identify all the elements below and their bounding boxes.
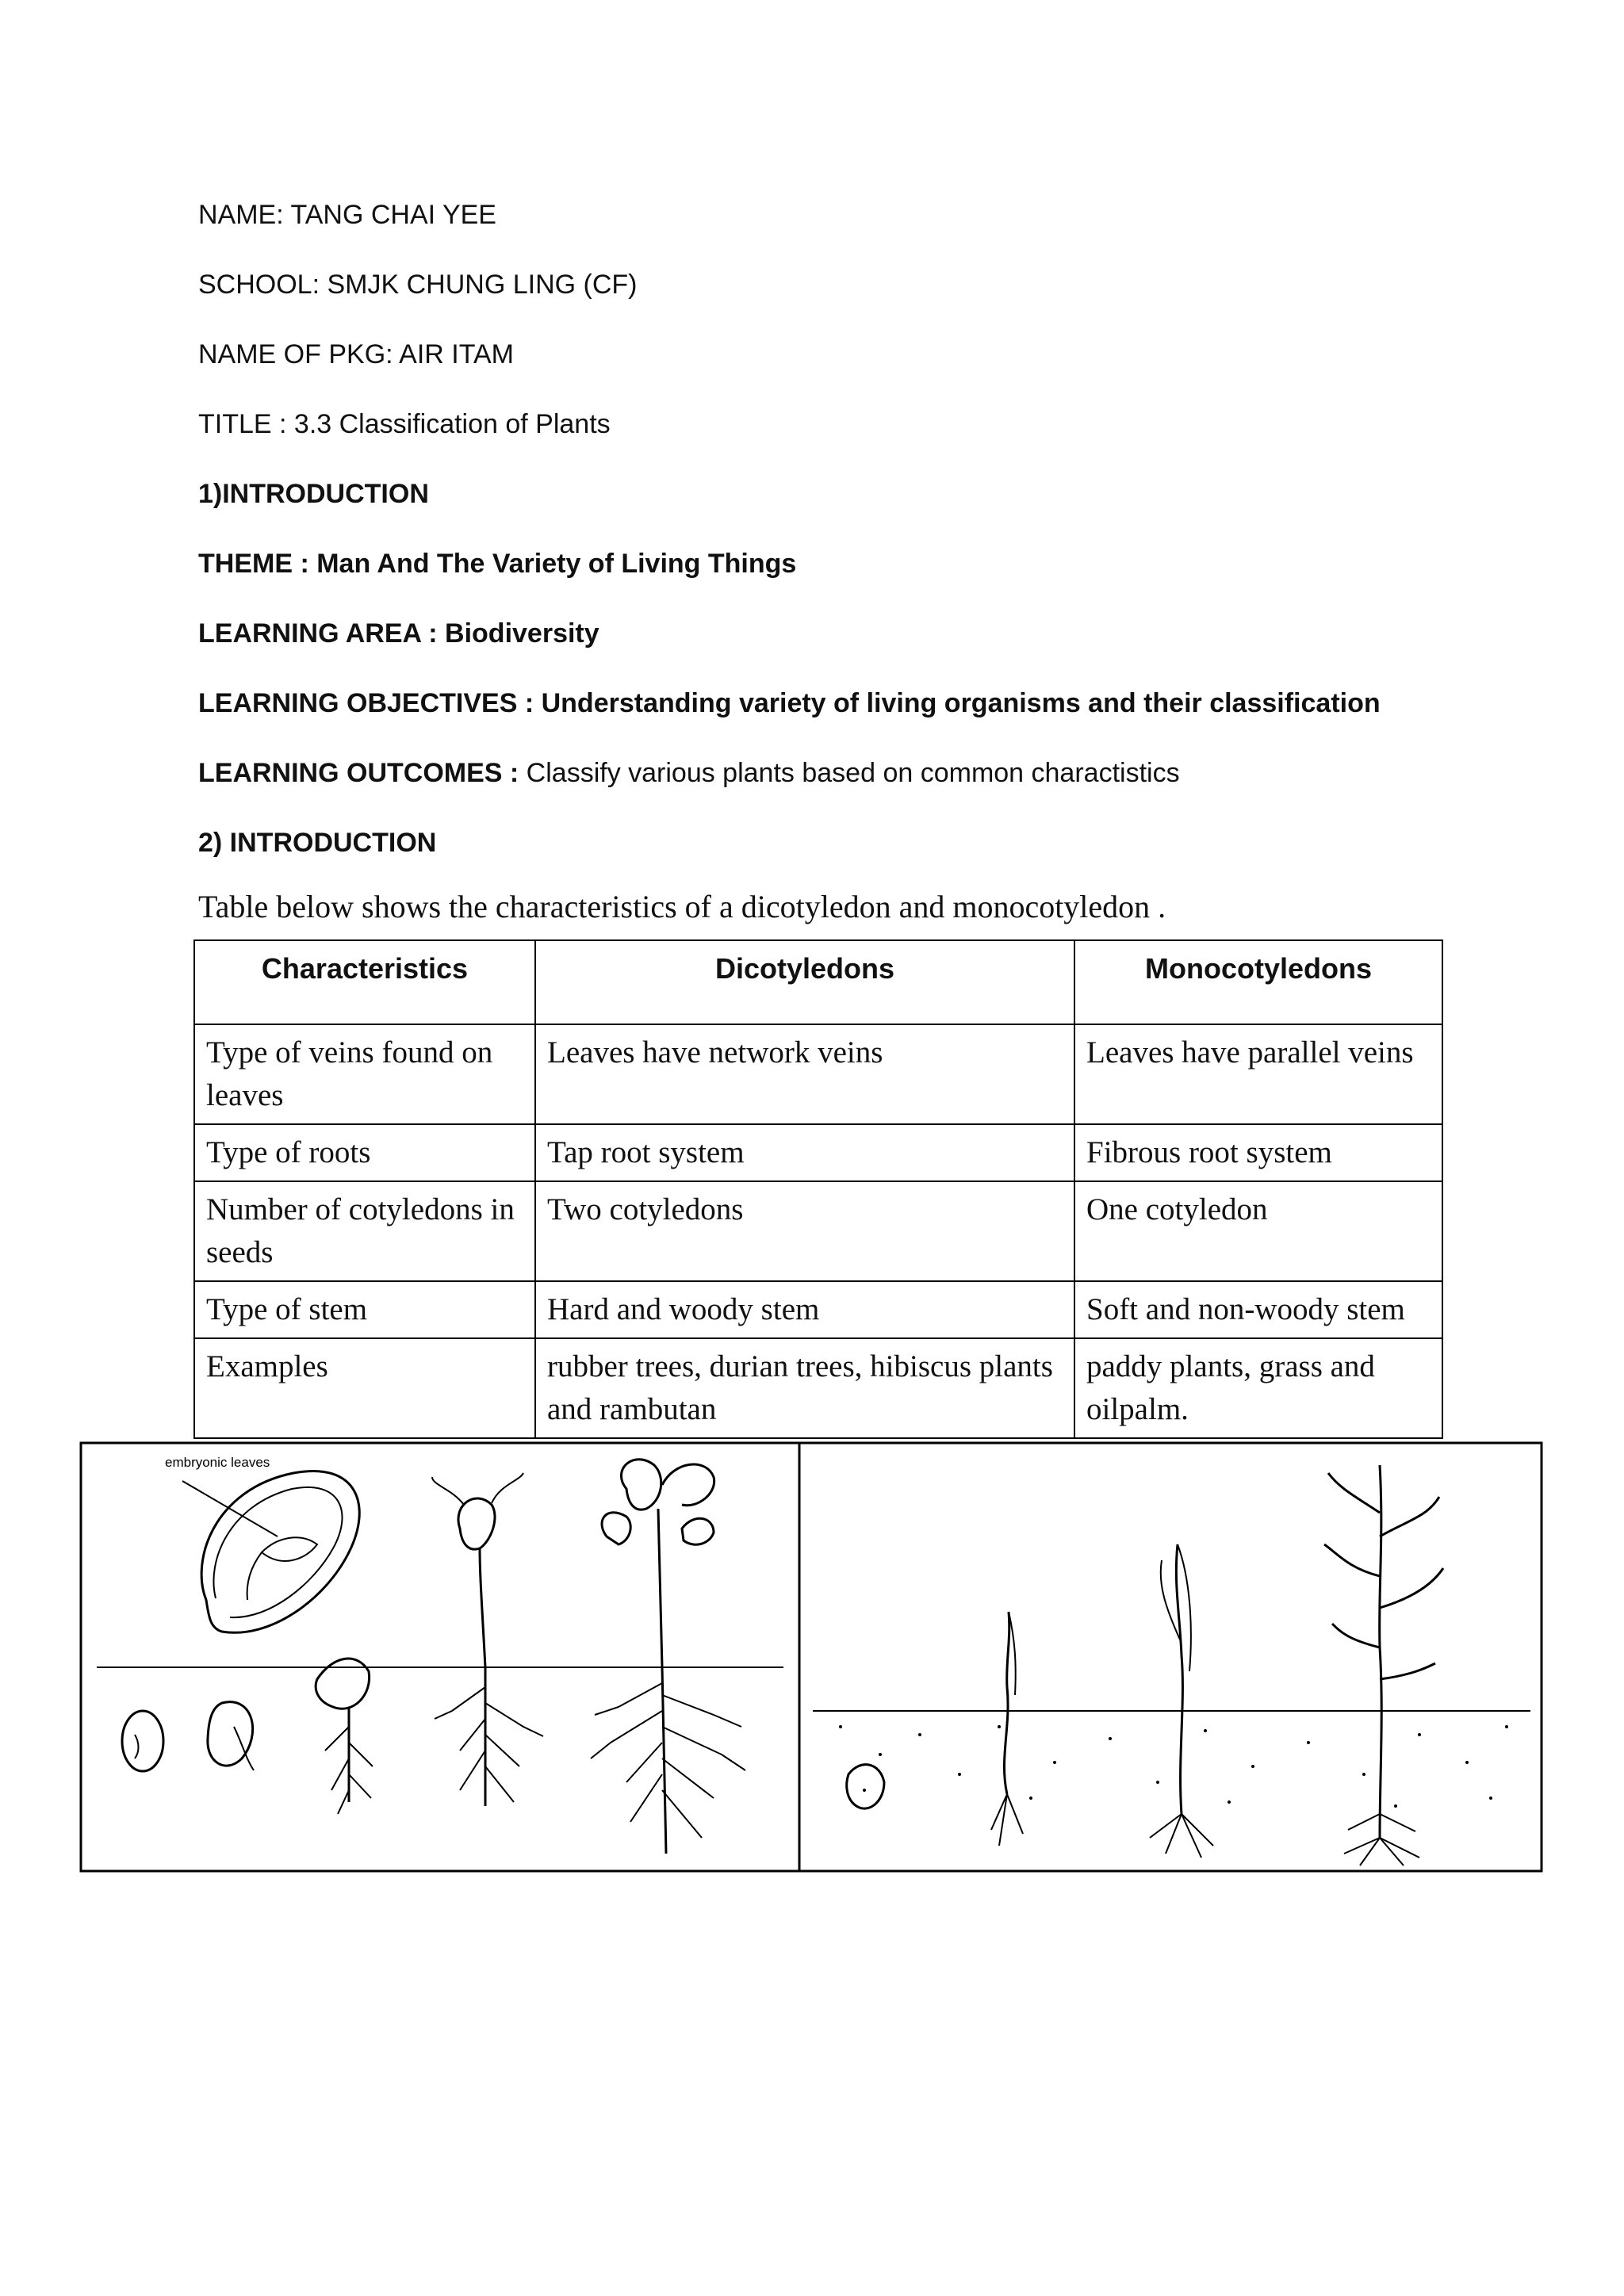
table-cell: Type of stem	[194, 1281, 535, 1338]
table-cell: Leaves have parallel veins	[1074, 1024, 1442, 1124]
table-cell: Examples	[194, 1338, 535, 1438]
table-cell: rubber trees, durian trees, hibiscus plants and rambutan	[535, 1338, 1074, 1438]
table-cell: Leaves have network veins	[535, 1024, 1074, 1124]
table-row	[194, 1281, 1442, 1338]
learning-outcomes-label: LEARNING OUTCOMES :	[198, 758, 527, 788]
learning-objectives-line: LEARNING OBJECTIVES : Understanding variety of living organisms and their classification	[198, 688, 1381, 718]
school-name: SCHOOL: SMJK CHUNG LING (CF)	[198, 270, 638, 300]
table-header-row	[194, 940, 1442, 1024]
theme-line: THEME : Man And The Variety of Living Things	[198, 549, 797, 579]
table-cell: One cotyledon	[1074, 1181, 1442, 1281]
learning-outcomes-text: Classify various plants based on common charactistics	[526, 758, 1180, 788]
table-cell: Number of cotyledons in seeds	[194, 1181, 535, 1281]
document-header	[198, 190, 1435, 888]
comparison-table	[193, 939, 1443, 1439]
table-row	[194, 1338, 1442, 1438]
learning-area-line: LEARNING AREA : Biodiversity	[198, 618, 599, 649]
table-intro-text: Table below shows the characteristics of a dicotyledon and monocotyledon .	[198, 889, 1166, 924]
header-characteristics: Characteristics	[194, 940, 535, 1024]
header-monocotyledons: Monocotyledons	[1074, 940, 1442, 1024]
pkg-name: NAME OF PKG: AIR ITAM	[198, 339, 514, 369]
monocot-germination-drawing	[813, 1465, 1530, 1866]
embryonic-leaves-label: embryonic leaves	[165, 1455, 270, 1470]
table-cell: paddy plants, grass and oilpalm.	[1074, 1338, 1442, 1438]
table-row	[194, 1124, 1442, 1181]
table-cell: Type of veins found on leaves	[194, 1024, 535, 1124]
table-row	[194, 1024, 1442, 1124]
table-cell: Two cotyledons	[535, 1181, 1074, 1281]
learning-outcomes-line	[198, 748, 1435, 818]
section2-heading: 2) INTRODUCTION	[198, 828, 437, 858]
section1-heading: 1)INTRODUCTION	[198, 479, 429, 509]
table-cell: Soft and non-woody stem	[1074, 1281, 1442, 1338]
student-name: NAME: TANG CHAI YEE	[198, 200, 496, 230]
lesson-title: TITLE : 3.3 Classification of Plants	[198, 409, 611, 439]
dicot-germination-drawing	[97, 1455, 783, 1854]
table-cell: Fibrous root system	[1074, 1124, 1442, 1181]
table-cell: Type of roots	[194, 1124, 535, 1181]
table-cell: Tap root system	[535, 1124, 1074, 1181]
header-dicotyledons: Dicotyledons	[535, 940, 1074, 1024]
table-row	[194, 1181, 1442, 1281]
table-cell: Hard and woody stem	[535, 1281, 1074, 1338]
germination-illustration	[79, 1441, 1543, 1873]
